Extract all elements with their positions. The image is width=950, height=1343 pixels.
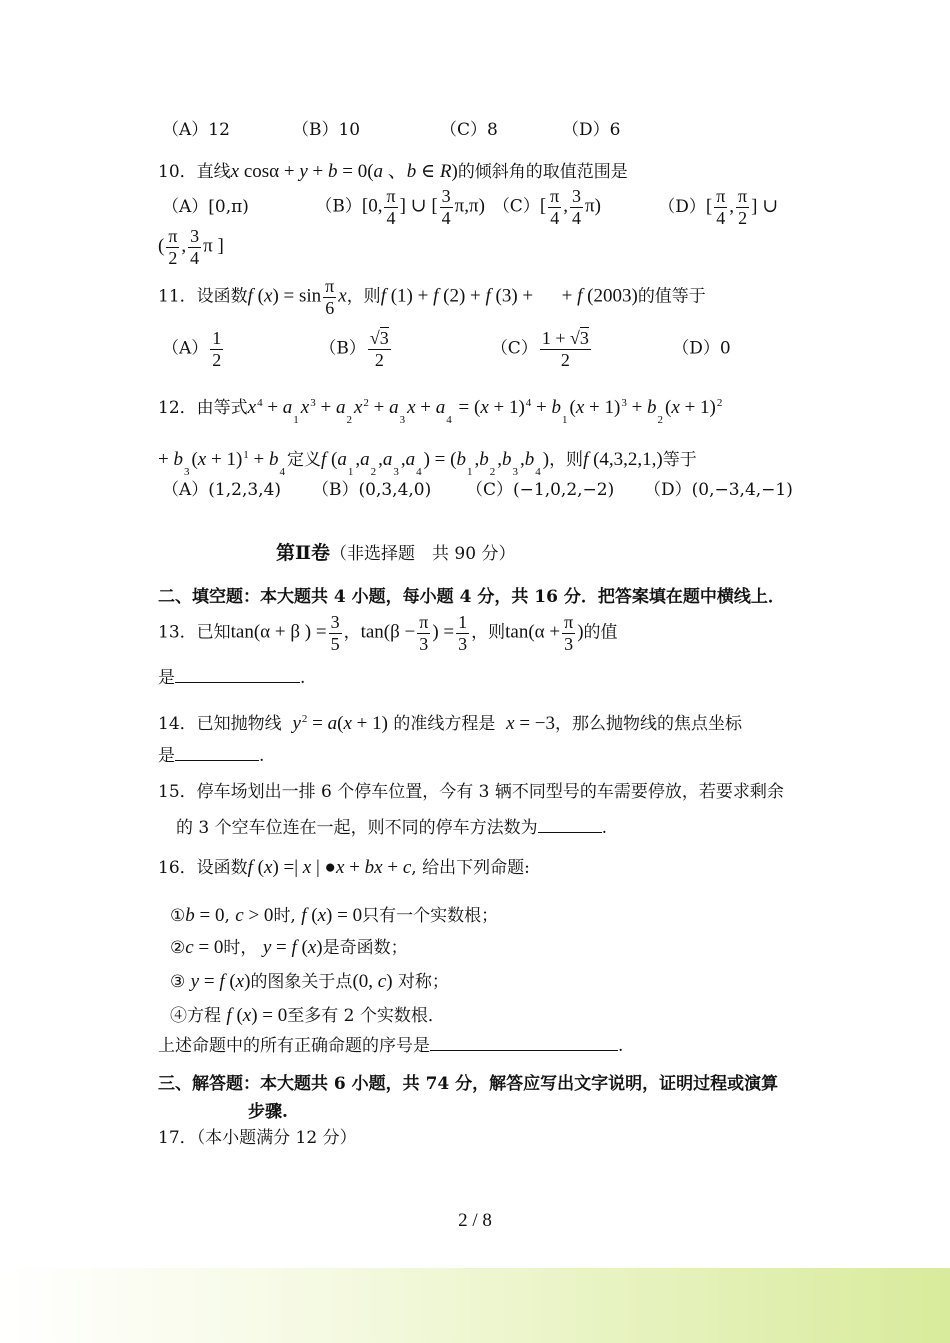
q15-line2: 的 3 个空车位连在一起，则不同的停车方法数为 . [176, 818, 608, 838]
q10-options-row1 [162, 186, 778, 228]
q11-option-a: （A） $\frac{1}{2}$ [162, 328, 222, 370]
q10-option-b: （B）[0, $\frac{\pi}{4}$ ] ∪ [ $\frac{3}{4}$ π,π) [315, 186, 485, 228]
q12-stem-line1: 12．由等式$x^4 + a_1x^3 + a_2x^2 + a_3x + a_4 = (x + 1)^4 + b_1(x + 1)^3 + b_2(x + 1)^2$ [158, 397, 723, 426]
q10-option-a: （A）[0,π) [162, 196, 249, 217]
q11-option-c: （C） $\frac{1 + √3}{2}$ [490, 328, 589, 370]
q10-option-d: （D）[ $\frac{\pi}{4}$ , $\frac{\pi}{2}$ ] ∪ [658, 186, 779, 228]
q9-option-d: （D）6 [562, 120, 621, 140]
q10-option-c: （C）[ $\frac{\pi}{4}$ , $\frac{3}{4}$ π) [492, 186, 601, 228]
q16-stem: 16．设函数f (x) =| x | ●x + bx + c, 给出下列命题: [158, 857, 530, 878]
q10-stem: 10．直线x cosα + y + b = 0(a 、b ∈ R)的倾斜角的取值范围是 [158, 161, 628, 182]
q10-option-d-cont: ( $\frac{\pi}{2}$ , $\frac{3}{4}$ π ] [158, 226, 224, 268]
q12-option-b: （B）(0,3,4,0) [312, 480, 432, 500]
q14-stem: 14．已知抛物线 $y^2 = a(x + 1)$ 的准线方程是 x = −3，那么抛物线的焦点坐标 [158, 713, 743, 734]
q11-option-b: （B） $\frac{√3}{2}$ [319, 328, 389, 370]
q9-option-b: （B）10 [292, 120, 361, 140]
q15-answer-blank[interactable] [538, 816, 602, 833]
q16-answer-blank[interactable] [430, 1034, 618, 1051]
q9-options [162, 120, 620, 141]
q16-conclusion: 上述命题中的所有正确命题的序号是 . [158, 1036, 624, 1056]
q13-answer-blank[interactable] [175, 666, 300, 683]
q12-options [162, 480, 793, 501]
q9-option-a: （A）12 [162, 120, 230, 140]
page-number: 2 / 8 [458, 1210, 492, 1231]
section3-heading-line1: 三、解答题：本大题共 6 小题，共 74 分，解答应写出文字说明，证明过程或演算 [158, 1074, 779, 1094]
q13-line2: 是 . [158, 668, 306, 688]
q15-line1: 15．停车场划出一排 6 个停车位置，今有 3 辆不同型号的车需要停放，若要求剩余 [158, 782, 784, 802]
q13-stem: 13．已知tan(α + β ) = $\frac{3}{5}$ ，tan(β − $\frac{\pi}{3}$ ) = $\frac{1}{3}$ ，则tan(α + $\frac{\pi}{3}$ )的值 [158, 612, 618, 654]
q17-label: 17．（本小题满分 12 分） [158, 1128, 357, 1148]
q16-proposition-4: ④方程 f (x) = 0至多有 2 个实数根． [170, 1005, 445, 1026]
footer-decoration [0, 1268, 950, 1343]
part2-title: 第Ⅱ卷（非选择题 共 90 分） [276, 542, 516, 564]
q12-option-d: （D）(0,−3,4,−1) [644, 480, 793, 500]
q9-option-c: （C）8 [440, 120, 498, 140]
q14-line2: 是 . [158, 746, 265, 766]
q12-option-a: （A）(1,2,3,4) [162, 480, 282, 500]
q16-proposition-3: ③ y = f (x)的图象关于点(0, c) 对称； [170, 971, 449, 992]
q14-answer-blank[interactable] [175, 744, 259, 761]
q16-proposition-1: ①b = 0, c > 0时, f (x) = 0只有一个实数根； [170, 905, 499, 926]
q16-proposition-2: ②c = 0时， y = f (x)是奇函数； [170, 937, 408, 958]
section2-heading: 二、填空题：本大题共 4 小题，每小题 4 分，共 16 分．把答案填在题中横线上． [158, 587, 785, 607]
q12-stem-line2: + $b_3(x + 1)^1 + b_4$定义f $(a_1,a_2,a_3,a_4) = (b_1,b_2,b_3,b_4)$，则f (4,3,2,1,)等于 [158, 449, 697, 478]
q11-options [162, 328, 731, 370]
q12-option-c: （C）(−1,0,2,−2) [466, 480, 615, 500]
q11-stem: 11．设函数f (x) = sin $\frac{\pi}{6}$ x，则f (1) + f (2) + f (3) + + f (2003)的值等于 [158, 276, 706, 318]
section3-heading-line2: 步骤. [248, 1102, 288, 1122]
q11-option-d: （D）0 [672, 338, 731, 359]
